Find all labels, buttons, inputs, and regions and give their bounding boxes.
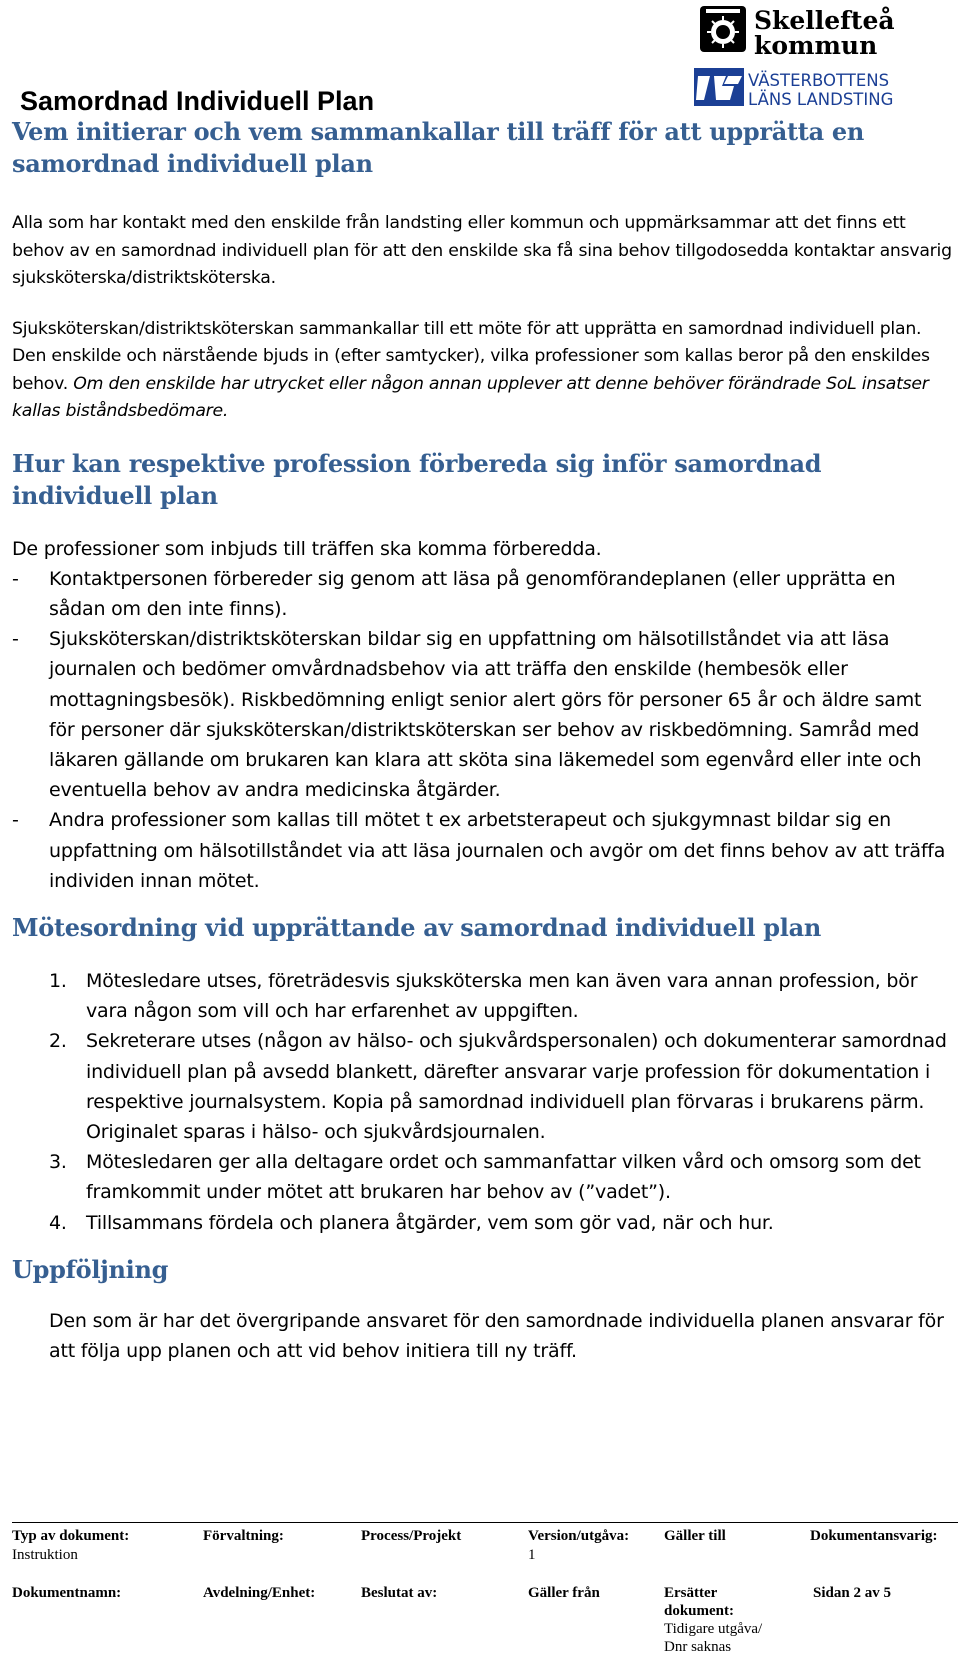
meeting-order-list bbox=[12, 966, 952, 1238]
footer-galler-till-label: Gäller till bbox=[664, 1528, 726, 1544]
dash-bullet: - bbox=[12, 809, 19, 832]
footer-dokumentnamn-label: Dokumentnamn: bbox=[12, 1585, 122, 1601]
list-item bbox=[12, 1026, 952, 1147]
section-heading-who-initiates: Vem initierar och vem sammankallar till träff för att upprätta en samordnad individuell plan bbox=[12, 117, 864, 178]
footer-galler-fran-label: Gäller från bbox=[528, 1585, 600, 1601]
footer-divider bbox=[12, 1522, 958, 1523]
footer-ersatter-value-2: Dnr saknas bbox=[664, 1639, 732, 1655]
paragraph-follow-up: Den som är har det övergripande ansvaret för den samordnade individuella planen ansvarar för att följa upp planen och att vid behov initiera till ny träff. bbox=[49, 1309, 944, 1362]
logo-vll-line1: VÄSTERBOTTENS bbox=[748, 71, 890, 90]
paragraph-nurse-convenes-text: Sjuksköterskan/distriktsköterskan sammankallar till ett möte för att upprätta en samordnad individuell plan. Den enskilde och närstående bjuds in (efter samtycker), vilka professioner som kallas beror på den enskildes behov. bbox=[12, 318, 930, 394]
list-item-text: Tillsammans fördela och planera åtgärder, vem som gör vad, när och hur. bbox=[86, 1211, 774, 1234]
footer-typ-label: Typ av dokument: bbox=[12, 1528, 130, 1544]
skelleftea-kommun-logo bbox=[698, 4, 918, 58]
section-heading-follow-up: Uppföljning bbox=[12, 1254, 169, 1284]
page-header-title: Samordnad Individuell Plan bbox=[20, 86, 375, 116]
list-item bbox=[12, 1208, 952, 1238]
list-number: 2. bbox=[49, 1030, 67, 1053]
list-item bbox=[12, 966, 952, 1026]
list-number: 4. bbox=[49, 1211, 67, 1234]
footer-version-label: Version/utgåva: bbox=[528, 1528, 630, 1544]
list-item bbox=[12, 624, 952, 805]
footer-process-label: Process/Projekt bbox=[361, 1528, 462, 1544]
paragraph-preparation-intro: De professioner som inbjuds till träffen ska komma förberedda. bbox=[12, 537, 602, 560]
footer-typ-value: Instruktion bbox=[12, 1547, 78, 1563]
logo-vll-line2: LÄNS LANDSTING bbox=[748, 90, 894, 109]
footer-ersatter-label-1: Ersätter bbox=[664, 1585, 718, 1601]
footer-version-value: 1 bbox=[528, 1547, 536, 1563]
list-item bbox=[12, 564, 952, 624]
list-item-text: Sjuksköterskan/distriktsköterskan bildar sig en uppfattning om hälsotillståndet via att läsa journalen och bedömer omvårdnadsbehov via att träffa den enskilde (hembesök eller mottagningsbesök). Riskbedömning enligt senior alert görs för personer 65 år och äldre samt för personer där sjuksköterskan/distriktsköterskan ser behov av riskbedömning. Samråd med läkaren gällande om brukaren kan klara att sköta sina läkemedel som egenvård eller inte och eventuella behov av andra medicinska åtgärder. bbox=[49, 628, 922, 802]
paragraph-nurse-convenes-italic: Om den enskilde har utrycket eller någon annan upplever att denne behöver förändrade SoL insatser kallas biståndsbedömare. bbox=[12, 373, 929, 421]
list-item-text: Andra professioner som kallas till mötet t ex arbetsterapeut och sjukgymnast bildar sig en uppfattning om hälsotillståndet via att läsa journalen och avgör om det finns behov av att träffa individen innan mötet. bbox=[49, 809, 946, 892]
dash-bullet: - bbox=[12, 567, 19, 590]
list-item-text: Mötesledare utses, företrädesvis sjuksköterska men kan även vara annan profession, bör vara någon som vill och har erfarenhet av uppgiften. bbox=[86, 969, 918, 1023]
list-item-text: Sekreterare utses (någon av hälso- och sjukvårdspersonalen) och dokumenterar samordnad individuell plan på avsedd blankett, därefter ansvarar varje profession för dokumentation i respektive journalsystem. Kopia på samordnad individuell plan förvaras i brukarens pärm. Originalet sparas i hälso- och sjukvårdsjournalen. bbox=[86, 1030, 947, 1143]
list-item-text: Kontaktpersonen förbereder sig genom att läsa på genomförandeplanen (eller upprätta en sådan om den inte finns). bbox=[49, 567, 896, 620]
paragraph-who-contacts: Alla som har kontakt med den enskilde från landsting eller kommun och uppmärksammar att det finns ett behov av en samordnad individuell plan för att den enskilde ska få sina behov tillgodosedda kontaktar ansvarig sjuksköterska/distriktsköterska. bbox=[12, 213, 952, 288]
paragraph-nurse-convenes bbox=[12, 316, 952, 426]
footer-forvaltning-label: Förvaltning: bbox=[203, 1528, 284, 1544]
logo-skelleftea-line1: Skellefteå bbox=[754, 6, 895, 35]
vasterbottens-lans-landsting-logo bbox=[692, 66, 950, 114]
list-item bbox=[12, 805, 952, 896]
list-item-text: Mötesledaren ger alla deltagare ordet och sammanfattar vilken vård och omsorg som det framkommit under mötet att brukaren har behov av (”vadet”). bbox=[86, 1151, 921, 1204]
footer-ersatter-label-2: dokument: bbox=[664, 1603, 735, 1619]
footer-ersatter-value-1: Tidigare utgåva/ bbox=[664, 1621, 763, 1637]
logo-skelleftea-line2: kommun bbox=[754, 31, 878, 58]
footer-avdelning-label: Avdelning/Enhet: bbox=[203, 1585, 316, 1601]
footer-dokumentansvarig-label: Dokumentansvarig: bbox=[810, 1528, 938, 1544]
section-heading-preparation: Hur kan respektive profession förbereda sig inför samordnad individuell plan bbox=[12, 448, 822, 510]
section-heading-meeting-order: Mötesordning vid upprättande av samordnad individuell plan bbox=[12, 912, 822, 942]
list-number: 3. bbox=[49, 1151, 67, 1174]
list-item bbox=[12, 1147, 952, 1207]
preparation-list bbox=[12, 564, 952, 896]
list-number: 1. bbox=[49, 969, 67, 992]
document-body bbox=[12, 116, 952, 1366]
footer-page-number: Sidan 2 av 5 bbox=[813, 1585, 891, 1601]
footer-beslutat-label: Beslutat av: bbox=[361, 1585, 438, 1601]
dash-bullet: - bbox=[12, 628, 19, 651]
